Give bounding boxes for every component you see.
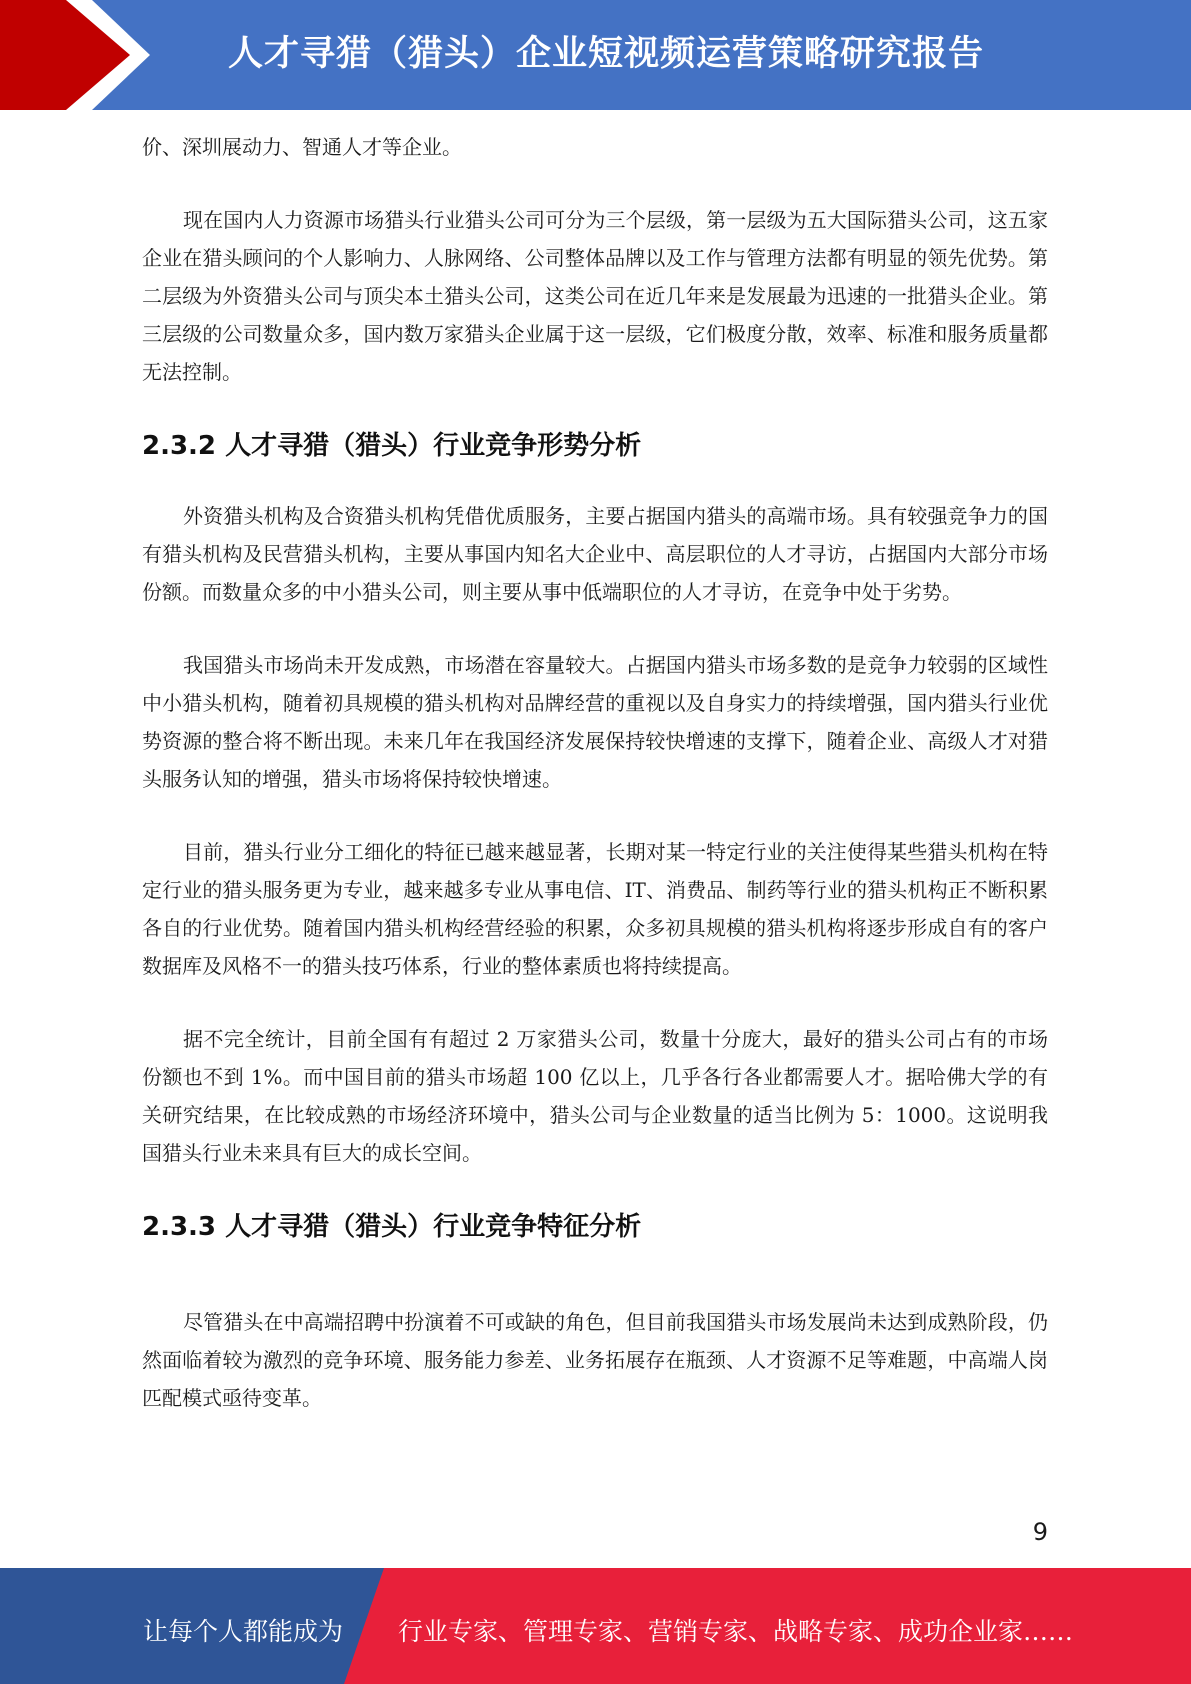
section-heading-2-3-2: 2.3.2 人才寻猎（猎头）行业竞争形势分析 bbox=[142, 431, 642, 461]
header-chevron-decoration bbox=[0, 0, 160, 110]
header-band bbox=[0, 0, 1191, 110]
paragraph-continuation: 价、深圳展动力、智通人才等企业。 bbox=[142, 135, 462, 159]
page-number: 9 bbox=[1032, 1518, 1048, 1546]
paragraph: 外资猎头机构及合资猎头机构凭借优质服务，主要占据国内猎头的高端市场。具有较强竞争力的国有猎头机构及民营猎头机构，主要从事国内知名大企业中、高层职位的人才寻访，占据国内大部分市场份额。而数量众多的中小猎头公司，则主要从事中低端职位的人才寻访，在竞争中处于劣势。 bbox=[142, 504, 1048, 604]
footer-slogan-left: 让每个人都能成为 bbox=[143, 1617, 344, 1646]
paragraph: 尽管猎头在中高端招聘中扮演着不可或缺的角色，但目前我国猎头市场发展尚未达到成熟阶段，仍然面临着较为激烈的竞争环境、服务能力参差、业务拓展存在瓶颈、人才资源不足等难题，中高端人岗匹配模式亟待变革。 bbox=[142, 1310, 1048, 1410]
footer-band bbox=[0, 1568, 1191, 1684]
paragraph: 目前，猎头行业分工细化的特征已越来越显著，长期对某一特定行业的关注使得某些猎头机构在特定行业的猎头服务更为专业，越来越多专业从事电信、IT、消费品、制药等行业的猎头机构正不断积累各自的行业优势。随着国内猎头机构经营经验的积累，众多初具规模的猎头机构将逐步形成自有的客户数据库及风格不一的猎头技巧体系，行业的整体素质也将持续提高。 bbox=[142, 840, 1048, 978]
section-heading-2-3-3: 2.3.3 人才寻猎（猎头）行业竞争特征分析 bbox=[142, 1212, 642, 1242]
paragraph: 据不完全统计，目前全国有有超过 2 万家猎头公司，数量十分庞大，最好的猎头公司占有的市场份额也不到 1%。而中国目前的猎头市场超 100 亿以上，几乎各行各业都需要人才。据哈佛大学的有关研究结果，在比较成熟的市场经济环境中，猎头公司与企业数量的适当比例为 5：1000。这说明我国猎头行业未来具有巨大的成长空间。 bbox=[142, 1027, 1048, 1165]
paragraph: 我国猎头市场尚未开发成熟，市场潜在容量较大。占据国内猎头市场多数的是竞争力较弱的区域性中小猎头机构，随着初具规模的猎头机构对品牌经营的重视以及自身实力的持续增强，国内猎头行业优势资源的整合将不断出现。未来几年在我国经济发展保持较快增速的支撑下，随着企业、高级人才对猎头服务认知的增强，猎头市场将保持较快增速。 bbox=[142, 653, 1048, 791]
report-title: 人才寻猎（猎头）企业短视频运营策略研究报告 bbox=[228, 34, 985, 74]
footer-slogan-right: 行业专家、管理专家、营销专家、战略专家、成功企业家…… bbox=[398, 1617, 1074, 1646]
page-content bbox=[142, 128, 1048, 1417]
paragraph: 现在国内人力资源市场猎头行业猎头公司可分为三个层级，第一层级为五大国际猎头公司，这五家企业在猎头顾问的个人影响力、人脉网络、公司整体品牌以及工作与管理方法都有明显的领先优势。第二层级为外资猎头公司与顶尖本土猎头公司，这类公司在近几年来是发展最为迅速的一批猎头企业。第三层级的公司数量众多，国内数万家猎头企业属于这一层级，它们极度分散，效率、标准和服务质量都无法控制。 bbox=[142, 208, 1048, 384]
